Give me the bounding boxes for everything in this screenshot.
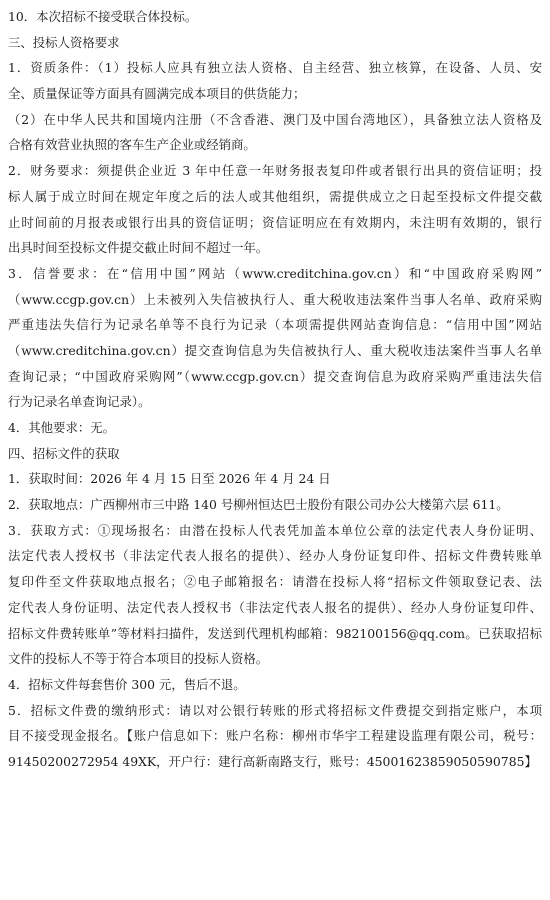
text-line: 合格有效营业执照的客车生产企业或经销商。 xyxy=(8,137,256,153)
text-line: 全、质量保证等方面具有圆满完成本项目的供货能力； xyxy=(8,86,306,102)
text-line: 严重违法失信行为记录名单等不良行为记录（本项需提供网站查询信息：“信用中国”网站 xyxy=(8,317,542,333)
text-line: 4．其他要求：无。 xyxy=(8,420,116,435)
text-line: 招标文件费转账单”等材料扫描件，发送到代理机构邮箱：982100156@qq.com。已获取招标 xyxy=(8,625,542,641)
text-line: （2）在中华人民共和国境内注册（不含香港、澳门及中国台湾地区），具备独立法人资格及 xyxy=(8,111,542,127)
text-line: 3．获取方式：①现场报名：由潜在投标人代表凭加盖本单位公章的法定代表人身份证明、 xyxy=(8,522,542,538)
text-line: （www.creditchina.gov.cn）提交查询信息为失信被执行人、重大税收违法案件当事人名单 xyxy=(8,342,542,358)
text-line: 查询记录；“中国政府采购网”（www.ccgp.gov.cn）提交查询信息为政府采购严重违法失信 xyxy=(8,368,542,384)
text-line: 四、招标文件的获取 xyxy=(8,445,120,461)
text-line: 10．本次招标不接受联合体投标。 xyxy=(8,9,198,24)
text-line: 2．获取地点：广西柳州市三中路 140 号柳州恒达巴士股份有限公司办公大楼第六层 611。 xyxy=(8,497,509,513)
text-line: 1．获取时间：2026 年 4 月 15 日至 2026 年 4 月 24 日 xyxy=(8,471,331,487)
text-line: 5．招标文件费的缴纳形式：请以对公银行转账的形式将招标文件费提交到指定账户，本项 xyxy=(8,702,542,718)
text-line: 标人属于成立时间在规定年度之后的法人或其他组织，需提供成立之日起至投标文件提交截 xyxy=(8,188,542,204)
text-line: 2．财务要求：须提供企业近 3 年中任意一年财务报表复印件或者银行出具的资信证明；投 xyxy=(8,163,542,179)
text-line: 1．资质条件：（1）投标人应具有独立法人资格、自主经营、独立核算，在设备、人员、安 xyxy=(8,60,542,76)
text-line: 复印件至文件获取地点报名；②电子邮箱报名：请潜在投标人将“招标文件领取登记表、法 xyxy=(8,574,542,590)
text-line: （www.ccgp.gov.cn）上未被列入失信被执行人、重大税收违法案件当事人名单、政府采购 xyxy=(8,291,542,307)
text-line: 4．招标文件每套售价 300 元，售后不退。 xyxy=(8,676,246,692)
text-line: 文件的投标人不等于符合本项目的投标人资格。 xyxy=(8,651,269,667)
text-line: 出具时间至投标文件提交截止时间不超过一年。 xyxy=(8,240,269,256)
text-line: 91450200272954 49XK，开户行：建行高新南路支行，账号：45001623859050590785】 xyxy=(8,753,537,769)
text-line: 3．信誉要求：在“信用中国”网站（www.creditchina.gov.cn）和“中国政府采购网” xyxy=(8,265,542,281)
text-line: 行为记录名单查询记录）。 xyxy=(8,394,151,410)
text-line: 止时间前的月报表或银行出具的资信证明；资信证明应在有效期内，未注明有效期的，银行 xyxy=(8,214,542,230)
text-line: 三、投标人资格要求 xyxy=(8,34,120,50)
text-line: 定代表人身份证明、法定代表人授权书（非法定代表人报名的提供）、经办人身份证复印件、 xyxy=(8,599,542,615)
text-line: 法定代表人授权书（非法定代表人报名的提供）、经办人身份证复印件、招标文件费转账单 xyxy=(8,548,542,564)
text-line: 目不接受现金报名。【账户信息如下：账户名称：柳州市华宇工程建设监理有限公司，税号： xyxy=(8,728,542,744)
